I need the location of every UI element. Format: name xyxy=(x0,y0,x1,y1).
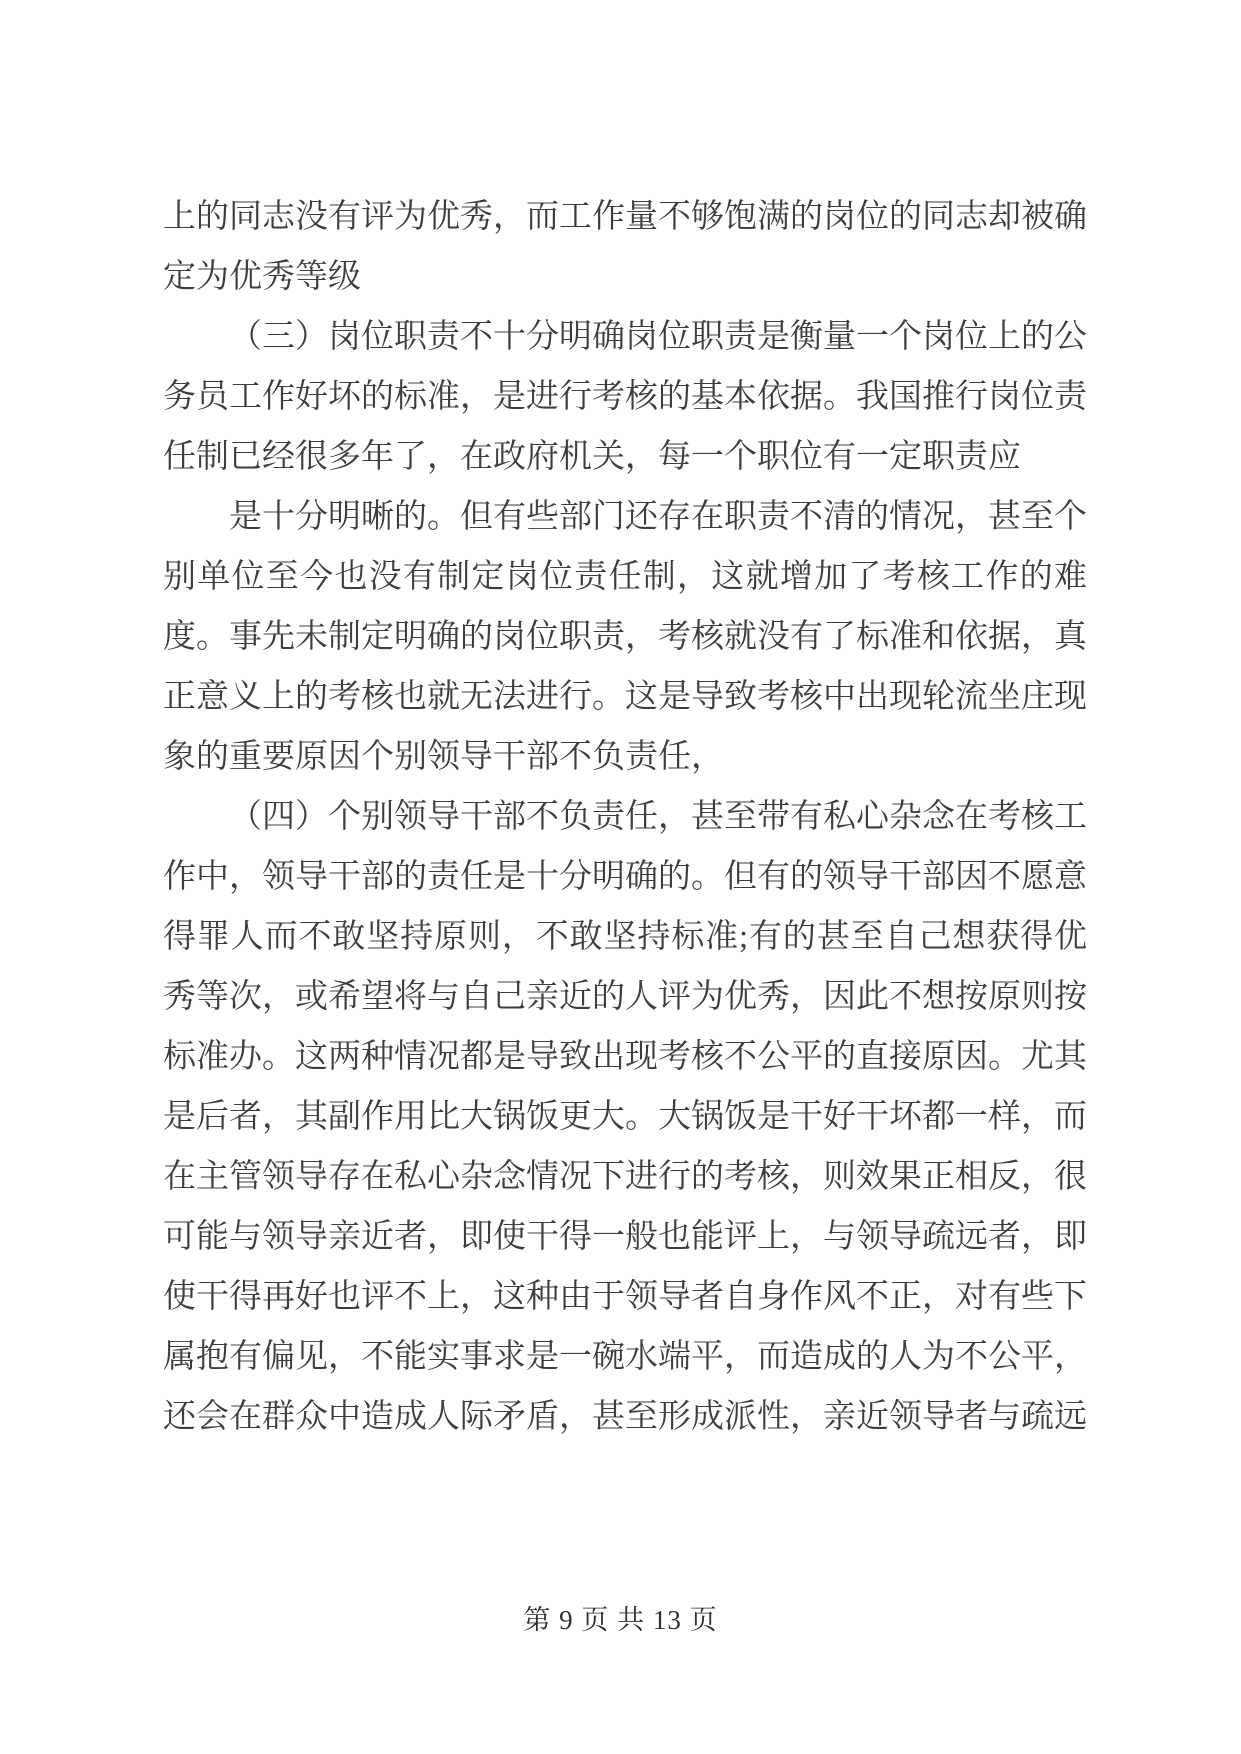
document-body xyxy=(163,187,1087,1447)
paragraph: 上的同志没有评为优秀，而工作量不够饱满的岗位的同志却被确定为优秀等级 xyxy=(163,199,1087,295)
page-footer xyxy=(0,1598,1241,1642)
paragraph: （三）岗位职责不十分明确岗位职责是衡量一个岗位上的公务员工作好坏的标准，是进行考核的基本依据。我国推行岗位责任制已经很多年了，在政府机关，每一个职位有一定职责应 xyxy=(163,319,1087,475)
page-number-label: 第 9 页 共 13 页 xyxy=(523,1605,718,1635)
paragraph: 是十分明晰的。但有些部门还存在职责不清的情况，甚至个别单位至今也没有制定岗位责任制，这就增加了考核工作的难度。事先未制定明确的岗位职责，考核就没有了标准和依据，真正意义上的考核也就无法进行。这是导致考核中出现轮流坐庄现象的重要原因个别领导干部不负责任， xyxy=(163,499,1087,775)
paragraph: （四）个别领导干部不负责任，甚至带有私心杂念在考核工作中，领导干部的责任是十分明确的。但有的领导干部因不愿意得罪人而不敢坚持原则，不敢坚持标准;有的甚至自己想获得优秀等次，或希望将与自己亲近的人评为优秀，因此不想按原则按标准办。这两种情况都是导致出现考核不公平的直接原因。尤其是后者，其副作用比大锅饭更大。大锅饭是干好干坏都一样，而在主管领导存在私心杂念情况下进行的考核，则效果正相反，很可能与领导亲近者，即使干得一般也能评上，与领导疏远者，即使干得再好也评不上，这种由于领导者自身作风不正，对有些下属抱有偏见，不能实事求是一碗水端平，而造成的人为不公平，还会在群众中造成人际矛盾，甚至形成派性，亲近领导者与疏远 xyxy=(163,799,1087,1435)
